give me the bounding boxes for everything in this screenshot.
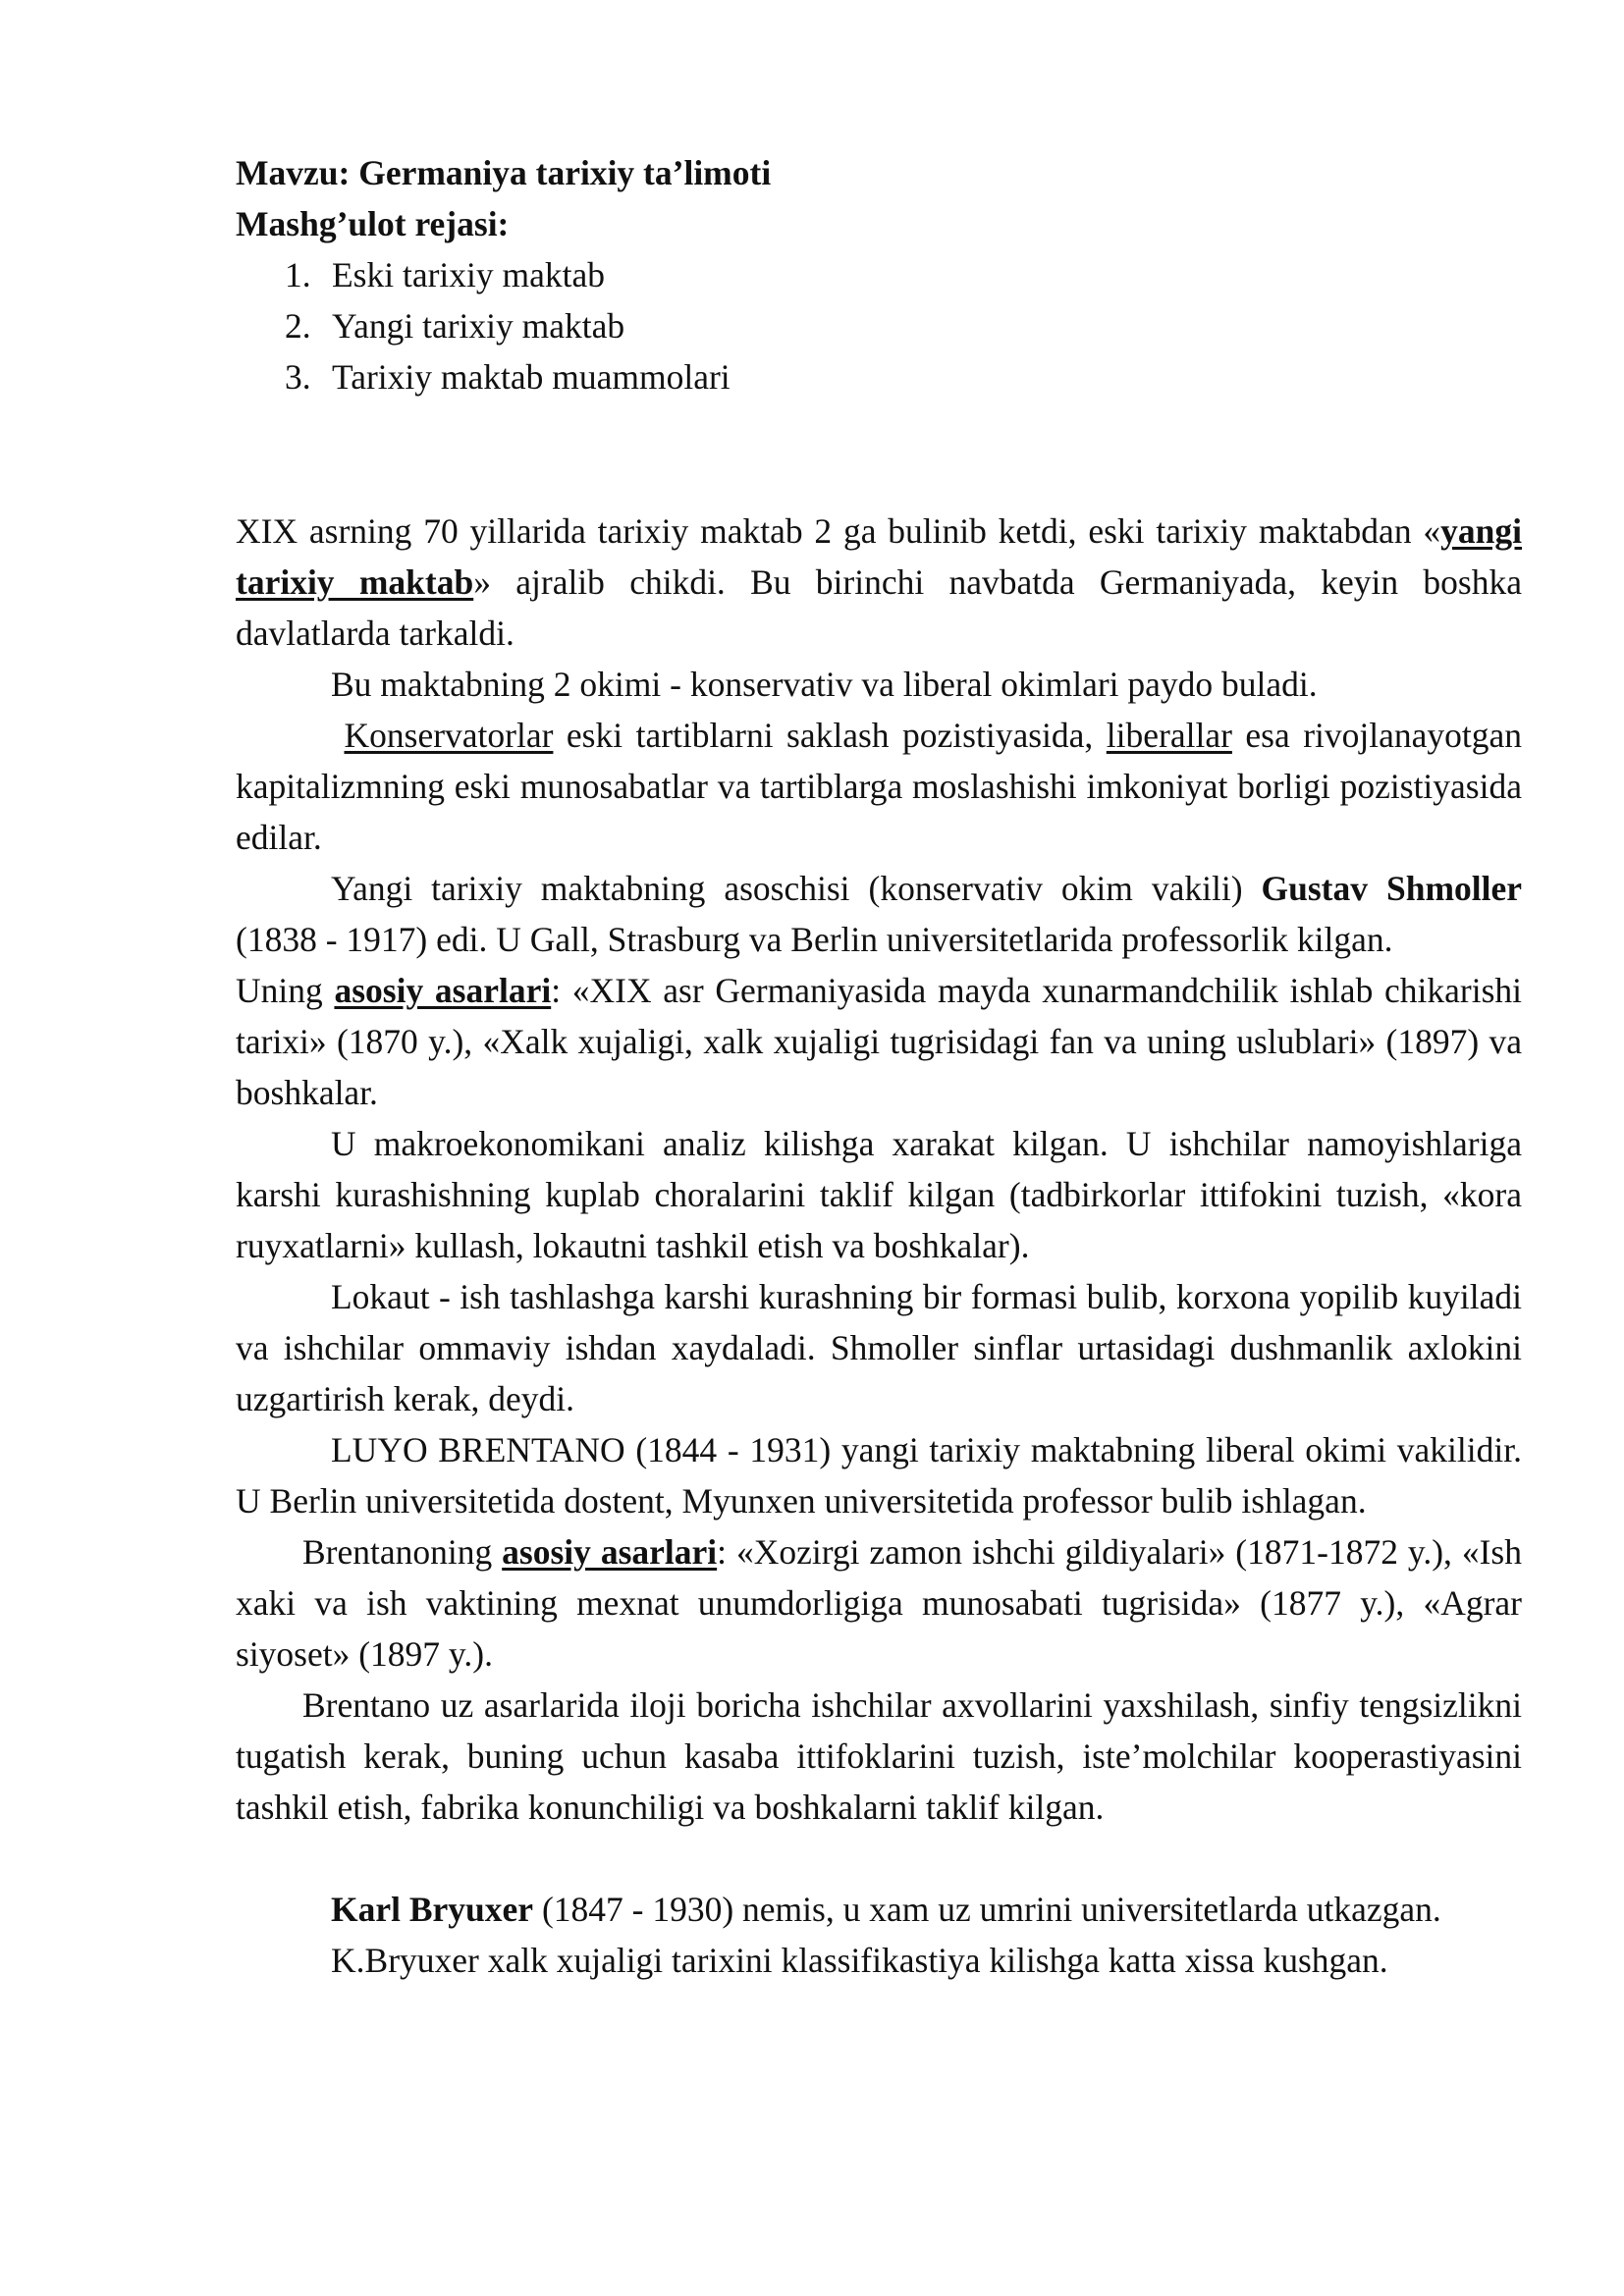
text-run: esa rivojlanayotgan kapitalizmning eski munosabatlar va tartiblarga moslashishi imkoniyat borligi pozistiyasida edilar.: [236, 716, 1523, 857]
paragraph-two-currents: Bu maktabning 2 okimi - konservativ va liberal okimlari paydo buladi.: [331, 665, 1318, 704]
plan-item-text: Yangi tarixiy maktab: [332, 306, 625, 346]
paragraph-brentano-works: [236, 1526, 1522, 1680]
paragraph-conservatives-liberals: [236, 710, 1522, 863]
text-run: Yangi tarixiy maktabning asoschisi (konservativ okim vakili): [331, 869, 1262, 908]
term-asosiy-asarlari: asosiy asarlari: [502, 1532, 718, 1572]
paragraph-bryuxer-classification: K.Bryuxer xalk xujaligi tarixini klassifikastiya kilishga katta xissa kushgan.: [331, 1941, 1388, 1980]
plan-item: [236, 300, 1522, 351]
text-run: : «XIX asr Germaniyasida mayda xunarmandchilik ishlab chikarishi tarixi» (1870 y.), «Xalk xujaligi, xalk xujaligi tugrisidagi fan va uning uslublari» (1897) va boshkalar.: [236, 971, 1523, 1112]
text-run: » ajralib chikdi. Bu birinchi navbatda Germaniyada, keyin boshka davlatlarda tarkaldi.: [236, 562, 1522, 653]
plan-list: [236, 249, 1522, 402]
paragraph-shmoller-works: [236, 965, 1522, 1118]
term-yangi-tarixiy-maktab: yangi tarixiy maktab: [236, 511, 1522, 602]
text-run: XIX asrning 70 yillarida tarixiy maktab 2 ga bulinib ketdi, eski tarixiy maktabdan «: [236, 511, 1441, 551]
plan-item: [236, 351, 1522, 402]
paragraph-brentano-views: Brentano uz asarlarida iloji boricha ishchilar axvollarini yaxshilash, sinfiy tengsizlikni tugatish kerak, buning uchun kasaba ittifoklarini tuzish, iste’molchilar kooperastiyasini tashkil etish, fabrika konunchiligi va boshkalarni taklif kilgan.: [236, 1685, 1522, 1827]
paragraph-macroeconomics: U makroekonomikani analiz kilishga xarakat kilgan. U ishchilar namoyishlariga karshi kurashishning kuplab choralarini taklif kilgan (tadbirkorlar ittifokini tuzish, «kora ruyxatlarni» kullash, lokautni tashkil etish va boshkalar).: [236, 1124, 1522, 1265]
term-liberallar: liberallar: [1106, 716, 1232, 755]
plan-item-text: Eski tarixiy maktab: [332, 255, 606, 294]
document-title: Mavzu: Germaniya tarixiy ta’limoti: [236, 153, 772, 192]
paragraph-shmoller: [236, 863, 1522, 965]
text-run: (1847 - 1930) nemis, u xam uz umrini universitetlarda utkazgan.: [533, 1890, 1441, 1929]
plan-item-number: 2.: [285, 306, 311, 346]
plan-item: [236, 249, 1522, 300]
paragraph-intro: [236, 506, 1522, 659]
text-run: eski tartiblarni saklash pozistiyasida,: [553, 716, 1107, 755]
plan-heading: Mashg’ulot rejasi:: [236, 204, 510, 243]
term-asosiy-asarlari: asosiy asarlari: [334, 971, 552, 1010]
term-konservatorlar: Konservatorlar: [344, 716, 554, 755]
paragraph-lockout: Lokaut - ish tashlashga karshi kurashning bir formasi bulib, korxona yopilib kuyiladi va ishchilar ommaviy ishdan xaydaladi. Shmoller sinflar urtasidagi dushmanlik axlokini uzgartirish kerak, deydi.: [236, 1277, 1522, 1418]
paragraph-bryuxer: [236, 1884, 1522, 1935]
document-page: [236, 147, 1522, 1986]
paragraph-brentano: LUYO BRENTANO (1844 - 1931) yangi tarixiy maktabning liberal okimi vakilidir. U Berlin universitetida dostent, Myunxen universitetida professor bulib ishlagan.: [236, 1430, 1522, 1521]
name-gustav-shmoller: Gustav Shmoller: [1261, 869, 1523, 908]
text-run: Uning: [236, 971, 335, 1010]
text-run: (1838 - 1917) edi. U Gall, Strasburg va Berlin universitetlarida professorlik kilgan.: [236, 920, 1393, 959]
plan-item-number: 3.: [285, 357, 311, 397]
text-run: : «Xozirgi zamon ishchi gildiyalari» (1871-1872 y.), «Ish xaki va ish vaktining mexnat unumdorligiga munosabati tugrisida» (1877 y.), «Agrar siyoset» (1897 y.).: [236, 1532, 1522, 1674]
plan-item-text: Tarixiy maktab muammolari: [332, 357, 731, 397]
text-run: Brentanoning: [302, 1532, 503, 1572]
name-karl-bryuxer: Karl Bryuxer: [331, 1890, 534, 1929]
spacer: [236, 1833, 1522, 1884]
spacer: [236, 402, 1522, 506]
plan-item-number: 1.: [285, 255, 311, 294]
